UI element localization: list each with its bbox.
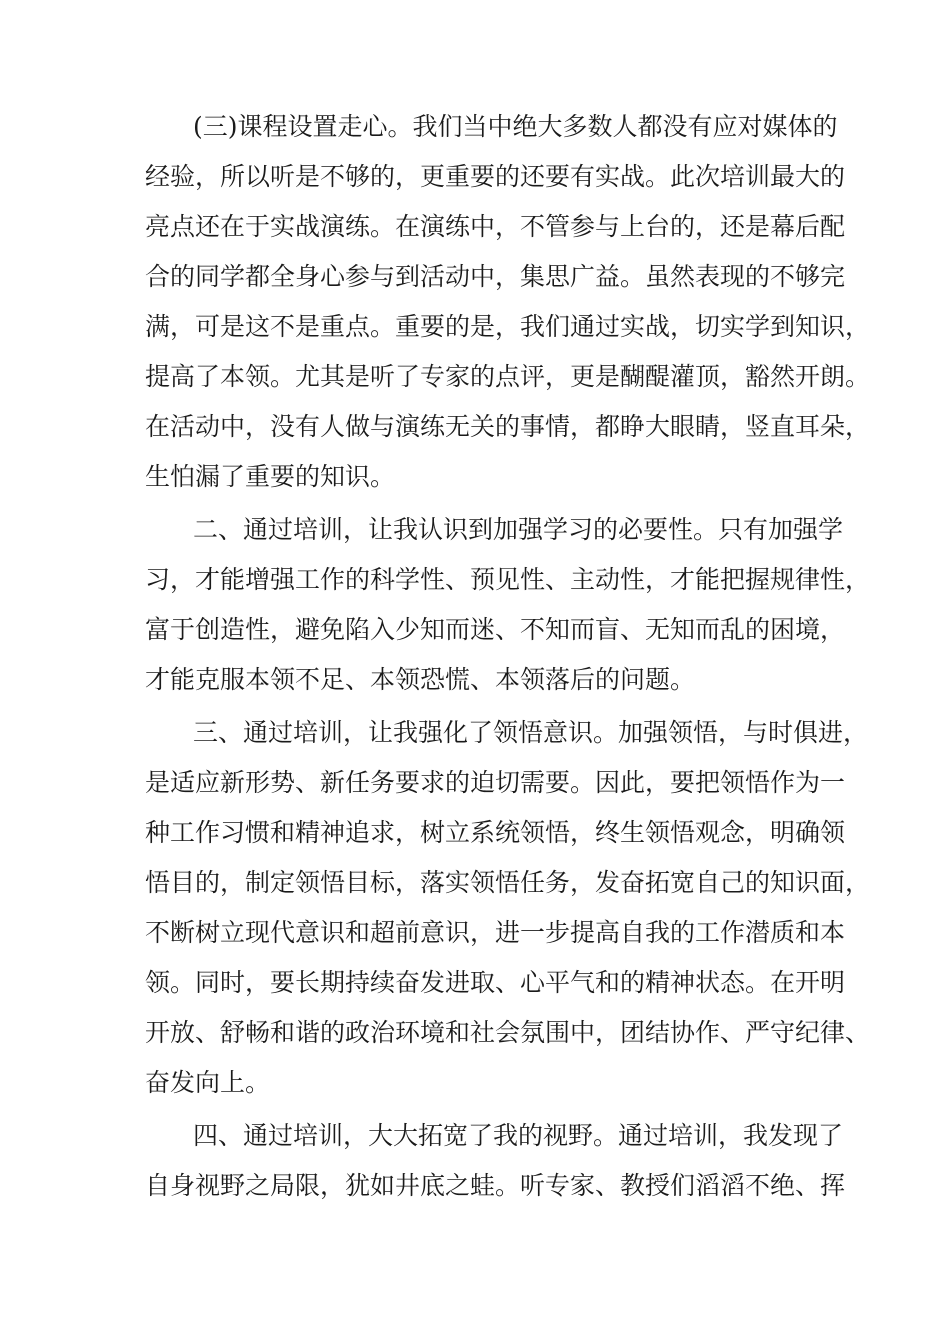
paragraph-line: 不断树立现代意识和超前意识，进一步提高自我的工作潜质和本 <box>145 918 846 947</box>
paragraph-line: 亮点还在于实战演练。在演练中，不管参与上台的，还是幕后配 <box>145 212 846 241</box>
paragraph-line: 提高了本领。尤其是听了专家的点评，更是醐醍灌顶，豁然开朗。 <box>145 362 871 391</box>
paragraph-line: 开放、舒畅和谐的政治环境和社会氛围中，团结协作、严守纪律、 <box>145 1018 871 1047</box>
paragraph-line: 富于创造性，避免陷入少知而迷、不知而盲、无知而乱的困境， <box>145 615 846 644</box>
paragraph-line: 是适应新形势、新任务要求的迫切需要。因此，要把领悟作为一 <box>145 768 846 797</box>
paragraph-line: 二、通过培训，让我认识到加强学习的必要性。只有加强学 <box>193 515 844 544</box>
paragraph-line: 在活动中，没有人做与演练无关的事情，都睁大眼睛，竖直耳朵， <box>145 412 871 441</box>
paragraph-line: 三、通过培训，让我强化了领悟意识。加强领悟，与时俱进， <box>193 718 869 747</box>
paragraph-line: 悟目的，制定领悟目标，落实领悟任务，发奋拓宽自己的知识面， <box>145 868 871 897</box>
paragraph-line: 才能克服本领不足、本领恐慌、本领落后的问题。 <box>145 665 696 694</box>
paragraph-line: 习，才能增强工作的科学性、预见性、主动性，才能把握规律性， <box>145 565 871 594</box>
paragraph-line: 四、通过培训，大大拓宽了我的视野。通过培训，我发现了 <box>193 1121 844 1150</box>
paragraph-line: 奋发向上。 <box>145 1068 271 1097</box>
paragraph-line: 经验，所以听是不够的，更重要的还要有实战。此次培训最大的 <box>145 162 846 191</box>
paragraph-line: 自身视野之局限，犹如井底之蛙。听专家、教授们滔滔不绝、挥 <box>145 1171 846 1200</box>
paragraph-line: (三)课程设置走心。我们当中绝大多数人都没有应对媒体的 <box>193 112 838 141</box>
paragraph-line: 领。同时，要长期持续奋发进取、心平气和的精神状态。在开明 <box>145 968 846 997</box>
paragraph-line: 合的同学都全身心参与到活动中，集思广益。虽然表现的不够完 <box>145 262 846 291</box>
paragraph-line: 生怕漏了重要的知识。 <box>145 462 396 491</box>
paragraph-line: 种工作习惯和精神追求，树立系统领悟，终生领悟观念，明确领 <box>145 818 846 847</box>
paragraph-line: 满，可是这不是重点。重要的是，我们通过实战，切实学到知识， <box>145 312 871 341</box>
